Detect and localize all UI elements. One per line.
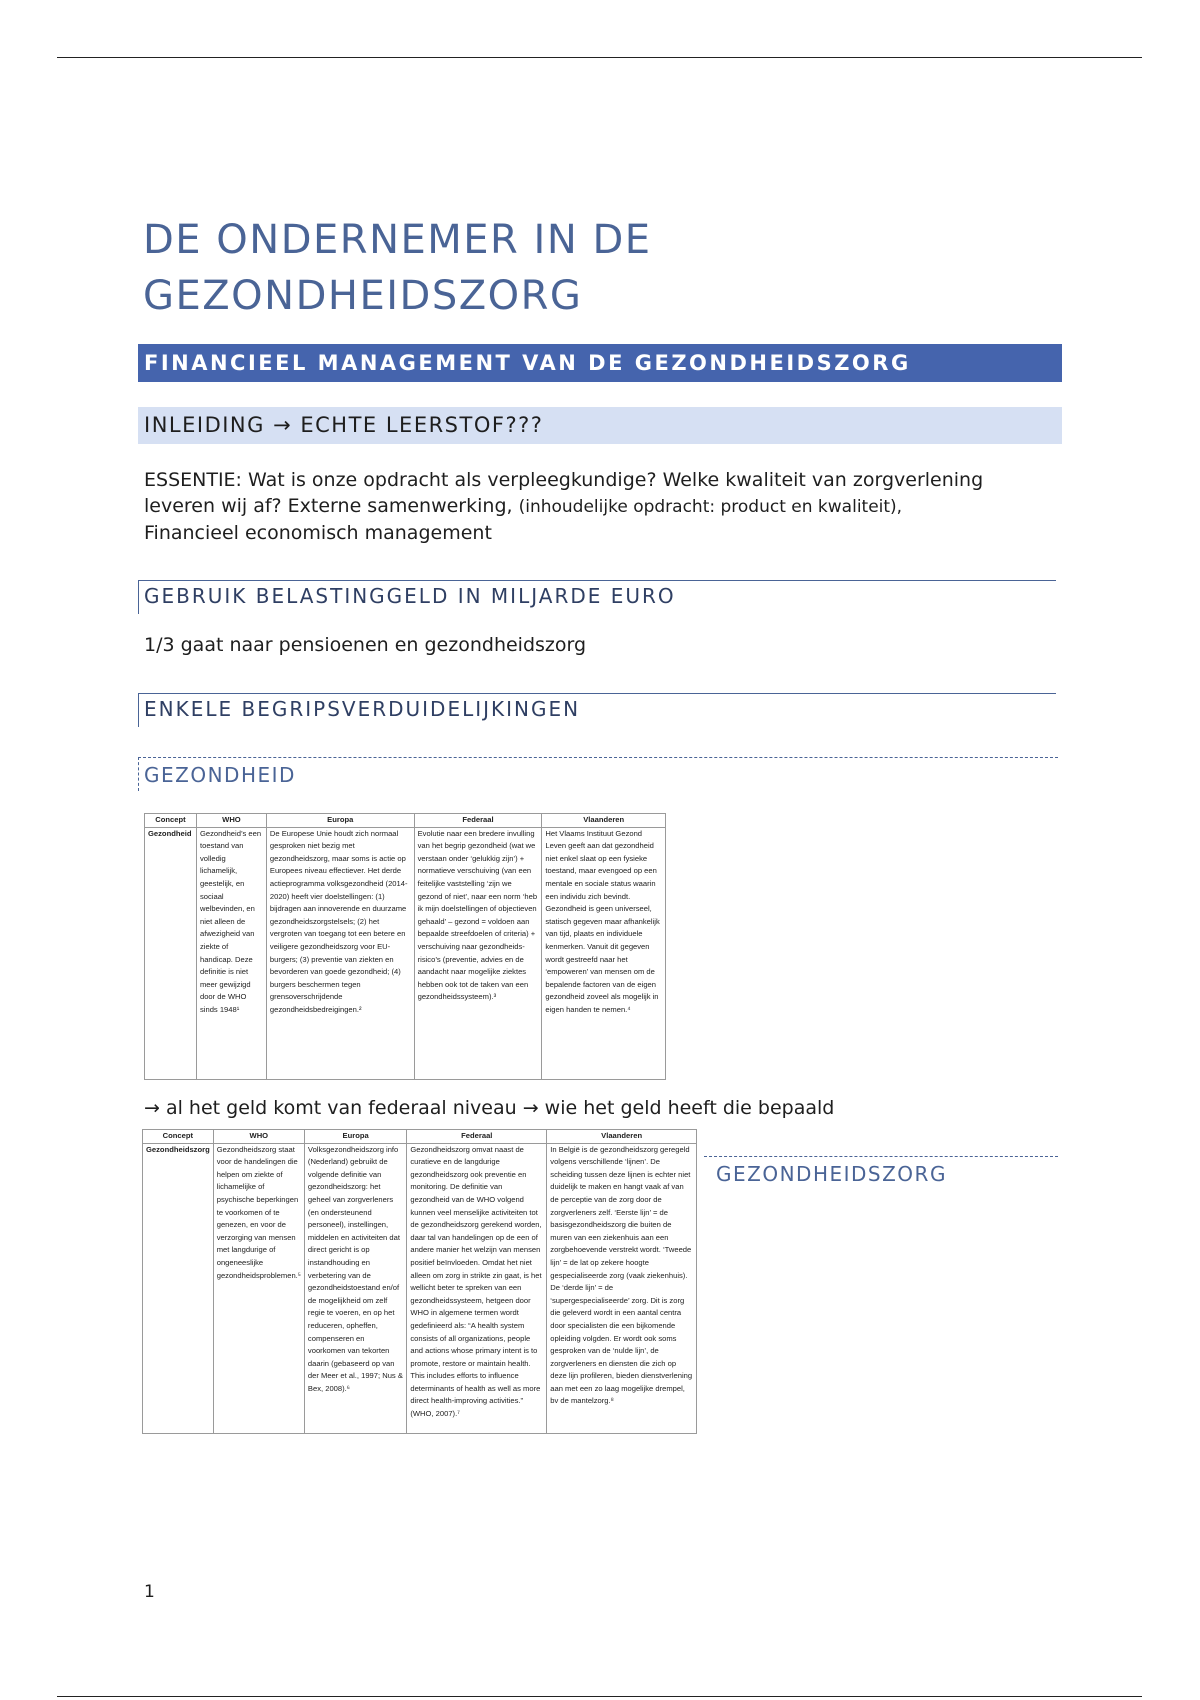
subheading-gezondheid: GEZONDHEID <box>138 757 1058 791</box>
header-europa: Europa <box>266 814 414 828</box>
cell-who: Gezondheidszorg staat voor de handelingen die helpen om ziekte of lichamelijke of psychische beperkingen te voorkomen of te genezen, en voor de verzorging van mensen met langdurige of ongeneeslijke gezondheidsproblemen.⁵ <box>213 1143 304 1433</box>
cell-concept: Gezondheidszorg <box>143 1143 214 1433</box>
belasting-text: 1/3 gaat naar pensioenen en gezondheidszorg <box>144 634 587 656</box>
table-row <box>143 1143 697 1433</box>
essentie-line-1: ESSENTIE: Wat is onze opdracht als verpleegkundige? Welke kwaliteit van zorgverlening <box>144 469 984 491</box>
cell-vlaanderen: Het Vlaams Instituut Gezond Leven geeft aan dat gezondheid niet enkel slaat op een fysieke toestand, maar evengoed op een mentale en sociale status waarin een individu zich bevindt. Gezondheid is geen universeel, statisch gegeven maar afhankelijk van tijd, plaats en individuele kenmerken. Vanuit dit gegeven wordt gestreefd naar het ‘empoweren’ van mensen om de bepalende factoren van de eigen gezondheid zoveel als mogelijk in eigen handen te nemen.⁴ <box>542 827 666 1079</box>
table-header-row <box>145 814 666 828</box>
header-who: WHO <box>196 814 266 828</box>
essentie-line-3: Financieel economisch management <box>144 522 492 544</box>
federaal-note: → al het geld komt van federaal niveau → wie het geld heeft die bepaald <box>144 1097 835 1119</box>
table-row <box>145 827 666 1079</box>
header-concept: Concept <box>145 814 197 828</box>
title-line-1: DE ONDERNEMER IN DE <box>143 217 652 263</box>
bottom-rule <box>57 1696 1142 1697</box>
cell-who: Gezondheid’s een toestand van volledig lichamelijk, geestelijk, en sociaal welbevinden, en niet alleen de afwezigheid van ziekte of handicap. Deze definitie is niet meer gewijzigd door de WHO sinds 1948¹ <box>196 827 266 1079</box>
subheading-gezondheidszorg: GEZONDHEIDSZORG <box>704 1156 1058 1190</box>
header-federaal: Federaal <box>414 814 542 828</box>
essentie-line-2 <box>144 493 983 520</box>
title-line-2: GEZONDHEIDSZORG <box>143 273 583 319</box>
header-who: WHO <box>213 1130 304 1144</box>
page-number: 1 <box>144 1582 155 1602</box>
table-gezondheid <box>144 813 666 1080</box>
essentie-line-2a: leveren wij af? Externe samenwerking, <box>144 495 519 517</box>
table-gezondheidszorg <box>142 1129 697 1434</box>
heading-belastinggeld: GEBRUIK BELASTINGGELD IN MILJARDE EURO <box>138 580 1056 614</box>
cell-europa: De Europese Unie houdt zich normaal gesproken niet bezig met gezondheidszorg, maar soms is actie op Europees niveau effectiever. Het derde actieprogramma volksgezondheid (2014-2020) heeft vier doelstellingen: (1) bijdragen aan innoverende en duurzame gezondheidszorgstelsels; (2) het vergroten van toegang tot een betere en veiligere gezondheidszorg voor EU-burgers; (3) preventie van ziekten en bevorderen van goede gezondheid; (4) burgers beschermen tegen grensoverschrijdende gezondheidsbedreigingen.² <box>266 827 414 1079</box>
header-vlaanderen: Vlaanderen <box>542 814 666 828</box>
essentie-line-2b: (inhoudelijke opdracht: product en kwaliteit), <box>518 497 903 517</box>
cell-concept: Gezondheid <box>145 827 197 1079</box>
header-concept: Concept <box>143 1130 214 1144</box>
cell-federaal: Gezondheidszorg omvat naast de curatieve en de langdurige gezondheidszorg ook preventie en monitoring. De definitie van gezondheid van de WHO volgend kunnen veel menselijke activiteiten tot de gezondheidszorg gerekend worden, daar tal van handelingen op de een of andere manier het welzijn van mensen positief beïnvloeden. Omdat het niet alleen om zorg in strikte zin gaat, is het wellicht beter te spreken van een gezondheidssysteem, hetgeen door WHO in algemene termen wordt gedefinieerd als: “A health system consists of all organizations, people and actions whose primary intent is to promote, restore or maintain health. This includes efforts to influence determinants of health as well as more direct health-improving activities.” (WHO, 2007).⁷ <box>407 1143 547 1433</box>
cell-federaal: Evolutie naar een bredere invulling van het begrip gezondheid (wat we verstaan onder ‘gelukkig zijn’) + normatieve verschuiving (van een feitelijke vaststelling ‘zijn we gezond of niet’, naar een norm ‘heb ik mijn doelstellingen of objectieven gehaald’ – gezond = voldoen aan bepaalde streefdoelen of criteria) + verschuiving naar gezondheids-risico’s (preventie, advies en de aandacht naar mogelijke ziektes hebben ook tot de taken van een gezondheidssysteem).³ <box>414 827 542 1079</box>
essentie-paragraph <box>144 467 983 546</box>
top-rule <box>57 57 1142 58</box>
document-title <box>143 212 652 324</box>
table-header-row <box>143 1130 697 1144</box>
header-federaal: Federaal <box>407 1130 547 1144</box>
heading-financieel-management: FINANCIEEL MANAGEMENT VAN DE GEZONDHEIDSZORG <box>138 344 1062 382</box>
header-europa: Europa <box>304 1130 406 1144</box>
heading-inleiding: INLEIDING → ECHTE LEERSTOF??? <box>138 407 1062 444</box>
header-vlaanderen: Vlaanderen <box>547 1130 697 1144</box>
heading-begripsverduidelijkingen: ENKELE BEGRIPSVERDUIDELIJKINGEN <box>138 693 1056 727</box>
cell-vlaanderen: In België is de gezondheidszorg geregeld volgens verschillende ‘lijnen’. De scheiding tussen deze lijnen is echter niet duidelijk te maken en hangt vaak af van de perceptie van de zorg door de zorgverleners zelf. ‘Eerste lijn’ = de basisgezondheidszorg die buiten de muren van een ziekenhuis aan een zorgbehoevende verstrekt wordt. ‘Tweede lijn’ = de lat op zekere hoogte gespecialiseerde zorg (vaak ziekenhuis). De ‘derde lijn’ = de ‘supergespecialiseerde’ zorg. Dit is zorg die geleverd wordt in een aantal centra door specialisten die een bijkomende opleiding volgden. Er wordt ook soms gesproken van de ‘nulde lijn’, de zorgverleners en diensten die zich op deze lijn profileren, bieden dienstverlening aan met een zo laag mogelijke drempel, bv de mantelzorg.⁸ <box>547 1143 697 1433</box>
cell-europa: Volksgezondheidszorg info (Nederland) gebruikt de volgende definitie van gezondheidszorg: het geheel van zorgverleners (en ondersteunend personeel), instellingen, middelen en activiteiten dat direct gericht is op instandhouding en verbetering van de gezondheidstoestand en/of de mogelijkheid om zelf regie te voeren, en op het reduceren, opheffen, compenseren en voorkomen van tekorten daarin (gebaseerd op van der Meer et al., 1997; Nus & Bex, 2008).⁶ <box>304 1143 406 1433</box>
